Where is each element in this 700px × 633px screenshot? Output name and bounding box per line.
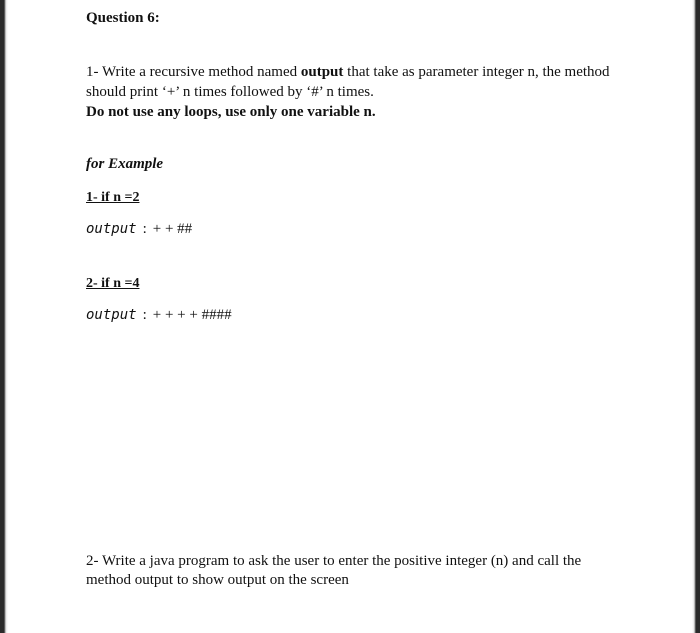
method-name: output bbox=[300, 64, 344, 80]
examples-heading: for Example bbox=[86, 156, 164, 172]
output-separator: : bbox=[142, 307, 147, 323]
output-value: + + + + #### bbox=[152, 307, 232, 323]
example-1-label: 1- if n =2 bbox=[86, 190, 140, 205]
part-1-intro: 1- Write a recursive method named bbox=[86, 64, 301, 80]
example-2-output bbox=[86, 307, 232, 324]
example-1-output bbox=[86, 221, 192, 238]
output-value: + + ## bbox=[152, 221, 193, 237]
output-keyword: output bbox=[86, 307, 137, 323]
output-keyword: output bbox=[86, 221, 137, 237]
part-1-rest: that take as parameter integer n, the method should print ‘+’ n times followed by ‘#’ n times. bbox=[86, 64, 610, 100]
question-title: Question 6: bbox=[86, 10, 160, 26]
question-part-1 bbox=[86, 62, 626, 122]
question-part-2: 2- Write a java program to ask the user to enter the positive integer (n) and call the method output to show output on the screen bbox=[86, 553, 582, 588]
example-2-label: 2- if n =4 bbox=[86, 276, 140, 291]
left-page-edge bbox=[0, 0, 8, 633]
output-separator: : bbox=[142, 221, 147, 237]
part-1-constraint: Do not use any loops, use only one variable n. bbox=[86, 104, 376, 120]
right-page-edge bbox=[692, 0, 700, 633]
